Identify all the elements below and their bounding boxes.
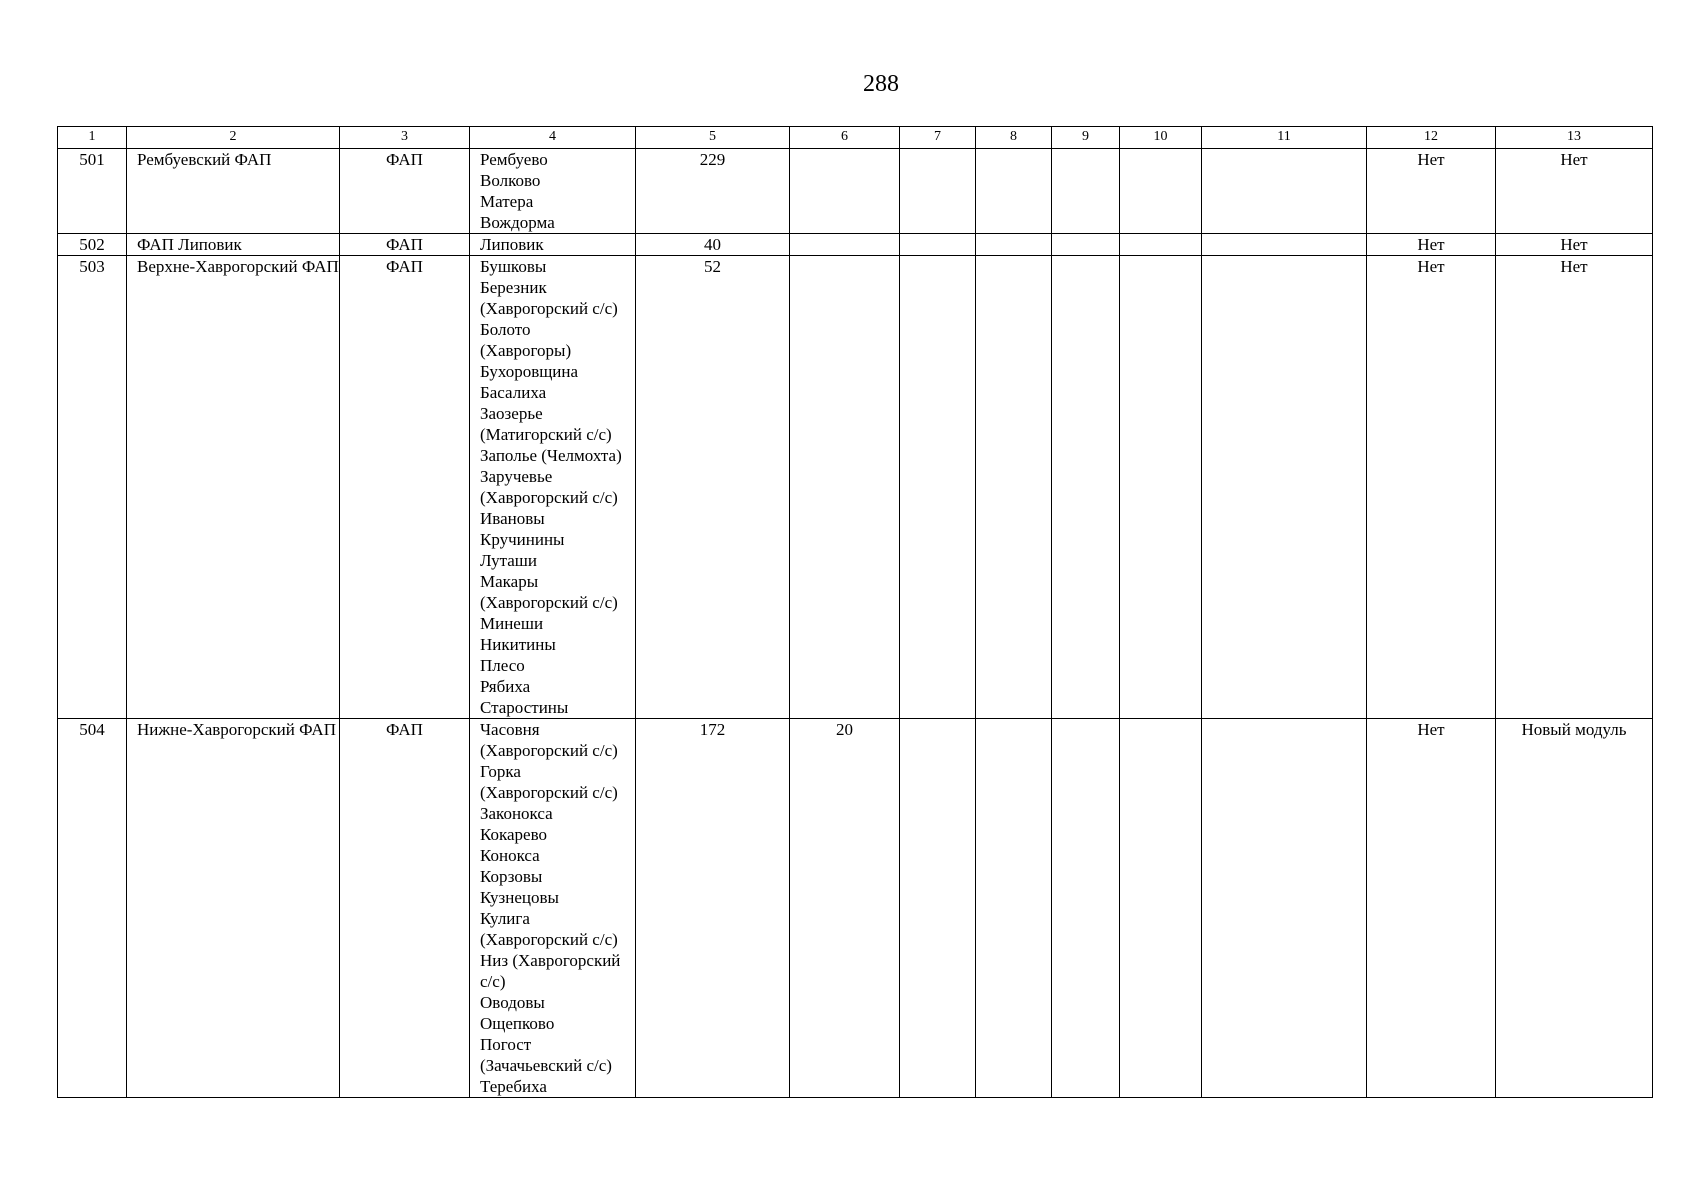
column-header: 4: [470, 127, 636, 149]
facility-name: ФАП Липовик: [127, 234, 340, 256]
settlement-name: Кулига: [480, 909, 530, 928]
column-8-cell: [976, 256, 1052, 719]
settlement-name: Законокса: [480, 804, 553, 823]
column-header: 2: [127, 127, 340, 149]
column-9-cell: [1052, 234, 1120, 256]
settlement-name: (Зачачьевский с/с): [480, 1056, 612, 1075]
column-header: 11: [1202, 127, 1367, 149]
column-11-cell: [1202, 149, 1367, 234]
population-cell: 172: [636, 719, 790, 1098]
facilities-table: [57, 126, 1653, 1098]
settlement-name: Болото: [480, 320, 531, 339]
settlement-name: Бушковы: [480, 257, 547, 276]
column-header: 12: [1367, 127, 1496, 149]
column-10-cell: [1120, 234, 1202, 256]
settlement-name: Березник: [480, 278, 547, 297]
facility-type: ФАП: [340, 256, 470, 719]
column-13-cell: Нет: [1496, 149, 1653, 234]
settlement-name: Часовня: [480, 720, 540, 739]
settlement-name: Бухоровщина: [480, 362, 579, 381]
row-number: 502: [58, 234, 127, 256]
settlement-name: Ивановы: [480, 509, 545, 528]
page-number: 288: [863, 71, 899, 97]
column-header: 1: [58, 127, 127, 149]
column-7-cell: [900, 234, 976, 256]
settlement-name: Погост: [480, 1035, 532, 1054]
settlement-name: Луташи: [480, 551, 537, 570]
settlement-name: Конокса: [480, 846, 540, 865]
column-6-cell: [790, 149, 900, 234]
row-number: 504: [58, 719, 127, 1098]
settlement-name: Старостины: [480, 698, 569, 717]
column-9-cell: [1052, 149, 1120, 234]
settlement-name: Липовик: [480, 235, 544, 254]
settlement-name: Низ (Хаврогорский: [480, 951, 621, 970]
settlement-name: Никитины: [480, 635, 556, 654]
settlement-name: (Хаврогоры): [480, 341, 572, 360]
settlement-name: (Хаврогорский с/с): [480, 930, 618, 949]
settlement-name: Рембуево: [480, 150, 548, 169]
column-13-cell: Новый модуль: [1496, 719, 1653, 1098]
column-header: 8: [976, 127, 1052, 149]
settlements-list: [470, 719, 636, 1098]
column-8-cell: [976, 234, 1052, 256]
column-10-cell: [1120, 256, 1202, 719]
settlements-list: [470, 256, 636, 719]
settlement-name: Рябиха: [480, 677, 531, 696]
facility-name: Рембуевский ФАП: [127, 149, 340, 234]
facility-name: Верхне-Хаврогорский ФАП: [127, 256, 340, 719]
settlement-name: (Хаврогорский с/с): [480, 488, 618, 507]
facility-type: ФАП: [340, 234, 470, 256]
column-7-cell: [900, 719, 976, 1098]
column-header: 7: [900, 127, 976, 149]
column-6-cell: 20: [790, 719, 900, 1098]
population-cell: 229: [636, 149, 790, 234]
facility-name: Нижне-Хаврогорский ФАП: [127, 719, 340, 1098]
settlement-name: (Хаврогорский с/с): [480, 299, 618, 318]
column-12-cell: Нет: [1367, 719, 1496, 1098]
settlement-name: Заручевье: [480, 467, 553, 486]
column-header: 5: [636, 127, 790, 149]
table-row: [58, 234, 1653, 256]
column-6-cell: [790, 234, 900, 256]
settlement-name: (Хаврогорский с/с): [480, 741, 618, 760]
table-row: [58, 149, 1653, 234]
column-7-cell: [900, 256, 976, 719]
column-13-cell: Нет: [1496, 234, 1653, 256]
settlement-name: Матера: [480, 192, 534, 211]
column-13-cell: Нет: [1496, 256, 1653, 719]
settlement-name: с/с): [480, 972, 506, 991]
settlement-name: Теребиха: [480, 1077, 547, 1096]
population-cell: 40: [636, 234, 790, 256]
row-number: 501: [58, 149, 127, 234]
settlement-name: Басалиха: [480, 383, 547, 402]
column-6-cell: [790, 256, 900, 719]
settlement-name: Горка: [480, 762, 521, 781]
settlement-name: Заполье (Челмохта): [480, 446, 622, 465]
column-11-cell: [1202, 256, 1367, 719]
settlement-name: Оводовы: [480, 993, 545, 1012]
column-7-cell: [900, 149, 976, 234]
table-row: [58, 256, 1653, 719]
column-header: 6: [790, 127, 900, 149]
settlements-list: [470, 149, 636, 234]
column-12-cell: Нет: [1367, 234, 1496, 256]
settlement-name: Минеши: [480, 614, 544, 633]
settlement-name: Макары: [480, 572, 539, 591]
settlement-name: Кручинины: [480, 530, 565, 549]
column-9-cell: [1052, 719, 1120, 1098]
settlement-name: Заозерье: [480, 404, 543, 423]
column-12-cell: Нет: [1367, 149, 1496, 234]
column-11-cell: [1202, 719, 1367, 1098]
facility-type: ФАП: [340, 149, 470, 234]
column-10-cell: [1120, 149, 1202, 234]
settlement-name: Кокарево: [480, 825, 547, 844]
table-row: [58, 719, 1653, 1098]
settlement-name: Корзовы: [480, 867, 543, 886]
population-cell: 52: [636, 256, 790, 719]
column-8-cell: [976, 149, 1052, 234]
settlements-list: [470, 234, 636, 256]
settlement-name: (Хаврогорский с/с): [480, 783, 618, 802]
settlement-name: (Хаврогорский с/с): [480, 593, 618, 612]
settlement-name: Вождорма: [480, 213, 555, 232]
column-9-cell: [1052, 256, 1120, 719]
settlement-name: Плесо: [480, 656, 525, 675]
facility-type: ФАП: [340, 719, 470, 1098]
settlement-name: Волково: [480, 171, 541, 190]
row-number: 503: [58, 256, 127, 719]
column-11-cell: [1202, 234, 1367, 256]
column-10-cell: [1120, 719, 1202, 1098]
settlement-name: Кузнецовы: [480, 888, 559, 907]
column-header: 9: [1052, 127, 1120, 149]
settlement-name: Ощепково: [480, 1014, 555, 1033]
column-number-header-row: [58, 127, 1653, 149]
column-header: 10: [1120, 127, 1202, 149]
settlement-name: (Матигорский с/с): [480, 425, 612, 444]
column-8-cell: [976, 719, 1052, 1098]
column-header: 13: [1496, 127, 1653, 149]
column-header: 3: [340, 127, 470, 149]
column-12-cell: Нет: [1367, 256, 1496, 719]
